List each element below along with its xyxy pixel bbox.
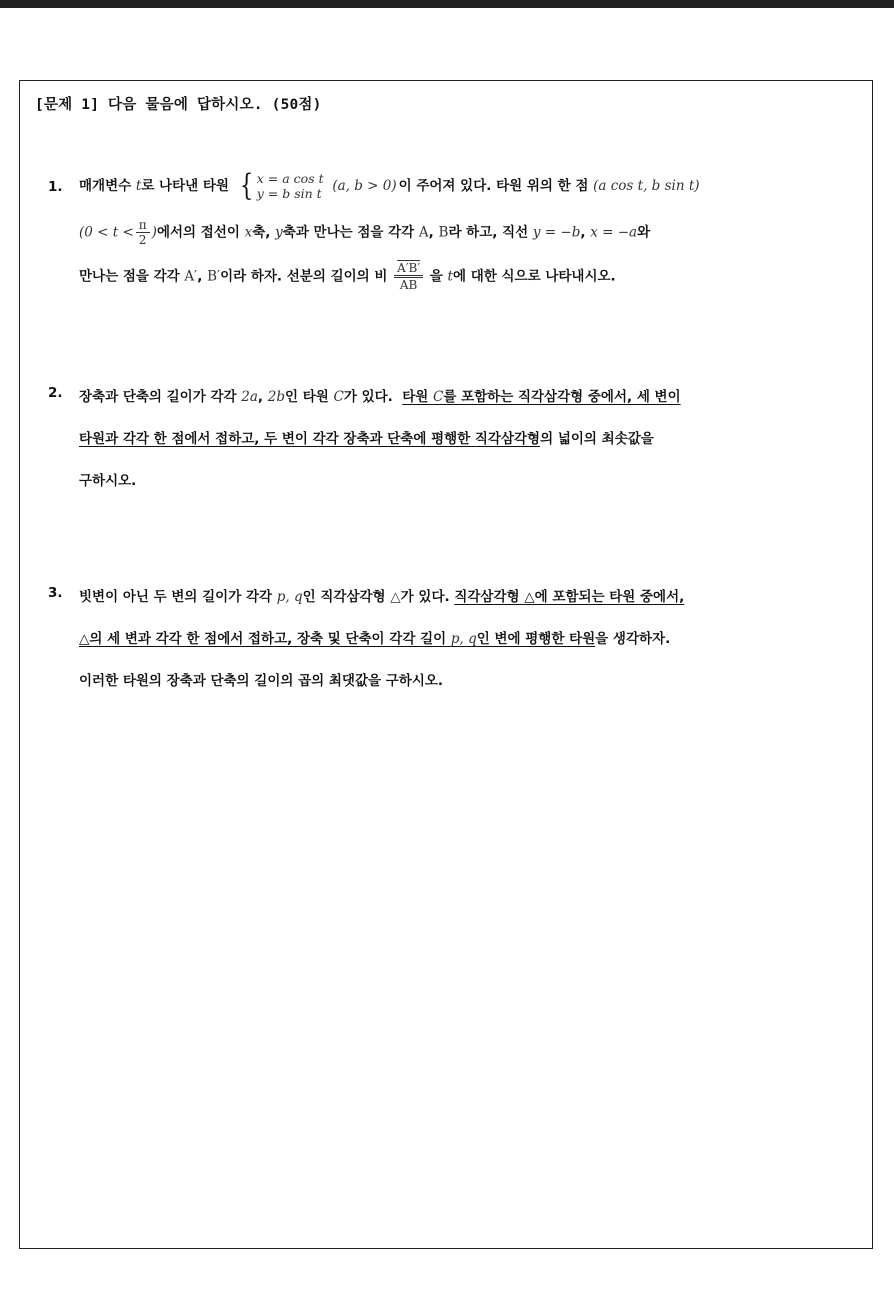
exam-frame xyxy=(19,80,873,1249)
problem-2-line-3: 구하시오. xyxy=(79,473,137,489)
ratio-fraction: $\frac{A'B'}{AB}$ xyxy=(394,261,423,292)
problem-2-line-1: 장축과 단축의 길이가 각각 2a, 2b인 타원 C가 있다. 타원 C를 포함하는 직각삼각형 중에서, 세 변이 xyxy=(79,389,681,405)
top-bar xyxy=(0,0,894,8)
problem-3-line-1: 빗변이 아닌 두 변의 길이가 각각 p, q인 직각삼각형 △가 있다. 직각삼각형 △에 포함되는 타원 중에서, xyxy=(79,589,685,605)
left-brace: { xyxy=(239,168,253,203)
problem-number: 3. xyxy=(48,585,63,601)
problem-1-line-2: (0 < t < $\frac{\pi}{2}$ )에서의 접선이 x축, y축과 만나는 점을 각각 A, B라 하고, 직선 y = −b, x = −a와 xyxy=(79,218,651,247)
problem-2-line-2: 타원과 각각 한 점에서 접하고, 두 변이 각각 장축과 단축에 평행한 직각삼각형의 넓이의 최솟값을 xyxy=(79,431,654,447)
pi-over-two: $\frac{\pi}{2}$ xyxy=(136,218,150,247)
problem-number: 2. xyxy=(48,385,63,401)
problem-3-line-3: 이러한 타원의 장축과 단축의 길이의 곱의 최댓값을 구하시오. xyxy=(79,673,444,689)
problem-1-line-1: 매개변수 t로 나타낸 타원 { x = a cos t y = b sin t (a, b > 0) 이 주어져 있다. 타원 위의 한 점 (a cos t, b sin t) xyxy=(79,168,700,203)
problem-1-line-3: 만나는 점을 각각 A′, B′이라 하자. 선분의 길이의 비 $\frac{A'B'}{AB}$ 을 t에 대한 식으로 나타내시오. xyxy=(79,261,616,292)
parametric-equations: { x = a cos t y = b sin t xyxy=(239,168,324,203)
exam-header: [문제 1] 다음 물음에 답하시오. (50점) xyxy=(35,97,322,113)
problem-3-line-2: △의 세 변과 각각 한 점에서 접하고, 장축 및 단축이 각각 길이 p, q인 변에 평행한 타원을 생각하자. xyxy=(79,631,671,647)
problem-number: 1. xyxy=(48,179,63,195)
